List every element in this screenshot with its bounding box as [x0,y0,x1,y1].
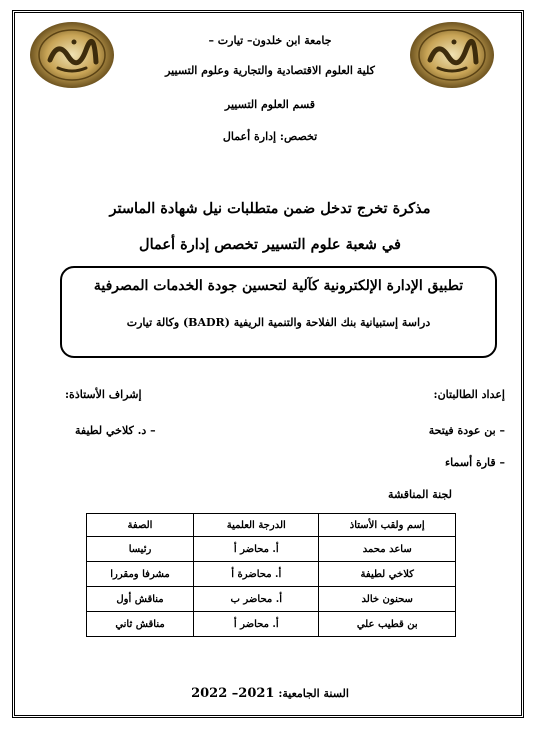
table-row [87,587,456,612]
member-rank: أ. محاضر ب [194,587,319,612]
thesis-subtitle: دراسة إستبيانية بنك الفلاحة والتنمية الريفية (BADR) وكالة تيارت [126,316,431,329]
thesis-title: تطبيق الإدارة الإلكترونية كآلية لتحسين جودة الخدمات المصرفية [93,278,464,294]
prepared-by-label: إعداد الطالبتان: [433,388,505,401]
academic-year-value: 2021– 2022 [191,686,275,701]
university-name: جامعة ابن خلدون– تيارت – [208,34,332,47]
supervisor-label: إشراف الأستاذة: [65,388,142,401]
table-row [87,612,456,637]
member-role: رئيسا [87,537,194,562]
university-logo-right [408,20,496,90]
member-role: مناقش أول [87,587,194,612]
header-rank: الدرجة العلمية [194,514,319,537]
member-name: بن قطيب علي [319,612,456,637]
supervisor-name: – د. كلاخي لطيفة [75,424,156,437]
member-role: مناقش ثاني [87,612,194,637]
member-rank: أ. محاضر أ [194,537,319,562]
committee-table [86,513,456,637]
department-name: قسم العلوم التسيير [224,98,316,111]
student-name-2: – قارة أسماء [444,456,505,469]
member-rank: أ. محاضرة أ [194,562,319,587]
member-name: كلاخي لطيفة [319,562,456,587]
specialty: تخصص: إدارة أعمال [222,130,318,143]
member-name: سحنون خالد [319,587,456,612]
table-header-row [87,514,456,537]
header-name: إسم ولقب الأستاذ [319,514,456,537]
student-name-1: – بن عودة فيتحة [428,424,505,437]
table-row [87,537,456,562]
member-rank: أ. محاضر أ [194,612,319,637]
member-name: ساعد محمد [319,537,456,562]
header-role: الصفة [87,514,194,537]
committee-label: لجنة المناقشة [388,488,452,501]
thesis-purpose: مذكرة تخرج تدخل ضمن متطلبات نيل شهادة الماستر [109,200,431,217]
member-role: مشرفا ومقررا [87,562,194,587]
faculty-name: كلية العلوم الاقتصادية والتجارية وعلوم التسيير [165,64,375,77]
table-row [87,562,456,587]
academic-year-label: السنة الجامعية: [278,687,349,700]
thesis-field: في شعبة علوم التسيير تخصص إدارة أعمال [139,236,401,253]
title-box [60,266,497,358]
university-logo-left [28,20,116,90]
academic-year [120,686,420,701]
